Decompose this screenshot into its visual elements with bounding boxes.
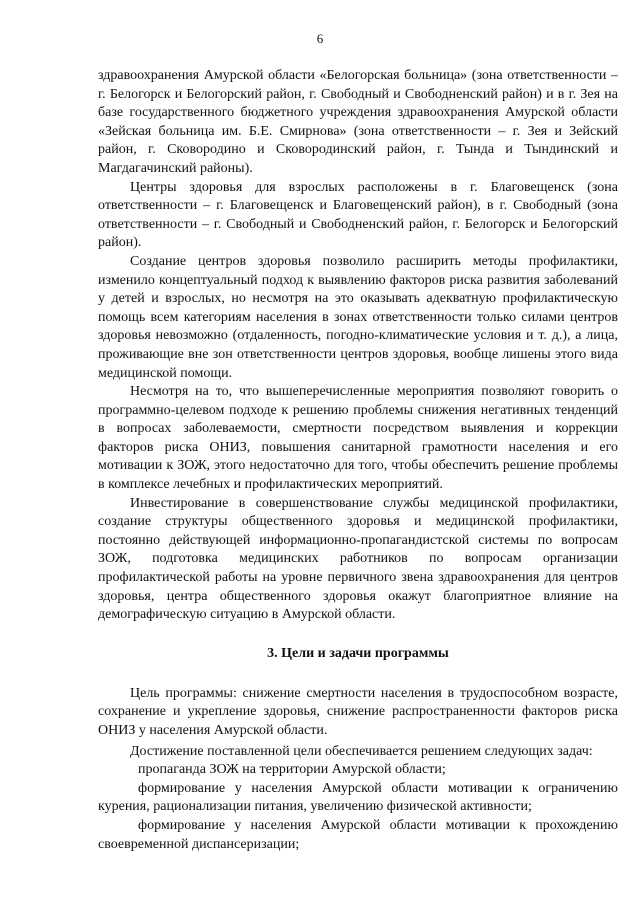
paragraph-program-approach: Несмотря на то, что вышеперечисленные мероприятия позволяют говорить о программно-целевом подходе к решению проблемы снижения негативных тенденций в вопросах заболеваемости, смертности посредством выявления и коррекции факторов риска ОНИЗ, повышения санитарной грамотности населения и его мотивации к ЗОЖ, этого недостаточно для того, чтобы обеспечить решение проблемы в комплексе лечебных и профилактических мероприятий. xyxy=(98,384,618,493)
paragraph-hospital-zones: здравоохранения Амурской области «Белогорская больница» (зона ответственности – г. Белогорск и Белогорский район, г. Свободный и Свободненский район) и в г. Зея на базе государственного бюджетного учреждения здравоохранения Амурской области «Зейская больница им. Б.Е. Смирнова» (зона ответственности – г. Зея и Зейский район, г. Сковородино и Сковородинский район, г. Тында и Тындинский и Магдагачинский районы). xyxy=(98,68,618,176)
paragraph-adult-health-centers: Центры здоровья для взрослых расположены в г. Благовещенск (зона ответственности – г. Благовещенск и Благовещенский район), в г. Свободный (зона ответственности – г. Свободный и Свободненский район, г. Белогорск и Белогорский район). xyxy=(98,179,618,251)
paragraph-investment: Инвестирование в совершенствование службы медицинской профилактики, создание структуры общественного здоровья и медицинской профилактики, постоянно действующей информационно-пропагандистской системы по вопросам ЗОЖ, подготовка медицинских работников по вопросам организации профилактической работы на уровне первичного звена здравоохранения для центров здоровья, центра общественного здоровья окажут благоприятное влияние на демографическую ситуацию в Амурской области. xyxy=(98,495,618,623)
paragraph-tasks-intro: Достижение поставленной цели обеспечивается решением следующих задач: xyxy=(130,743,593,759)
task-item-3: формирование у населения Амурской области мотивации к прохождению своевременной диспансеризации; xyxy=(98,817,618,852)
paragraph-program-goal: Цель программы: снижение смертности населения в трудоспособном возрасте, сохранение и укрепление здоровья, снижение распространенности факторов риска ОНИЗ у населения Амурской области. xyxy=(98,685,618,738)
page-number: 6 xyxy=(316,31,324,46)
section-heading-goals: 3. Цели и задачи программы xyxy=(267,645,449,661)
paragraph-health-centers-impact: Создание центров здоровья позволило расширить методы профилактики, изменило концептуальный подход к выявлению факторов риска развития заболеваний у детей и взрослых, но несмотря на это оказывать адекватную профилактическую помощь всем категориям населения в зонах ответственности только силами центров здоровья невозможно (отдаленность, погодно-климатические условия и т. д.), а лица, проживающие вне зон ответственности центров здоровья, вообще лишены этого вида медицинской помощи. xyxy=(98,253,618,381)
task-item-2: формирование у населения Амурской области мотивации к ограничению курения, рационализации питания, увеличению физической активности; xyxy=(98,780,618,815)
task-item-1: пропаганда ЗОЖ на территории Амурской области; xyxy=(138,762,446,778)
document-body xyxy=(98,67,618,854)
